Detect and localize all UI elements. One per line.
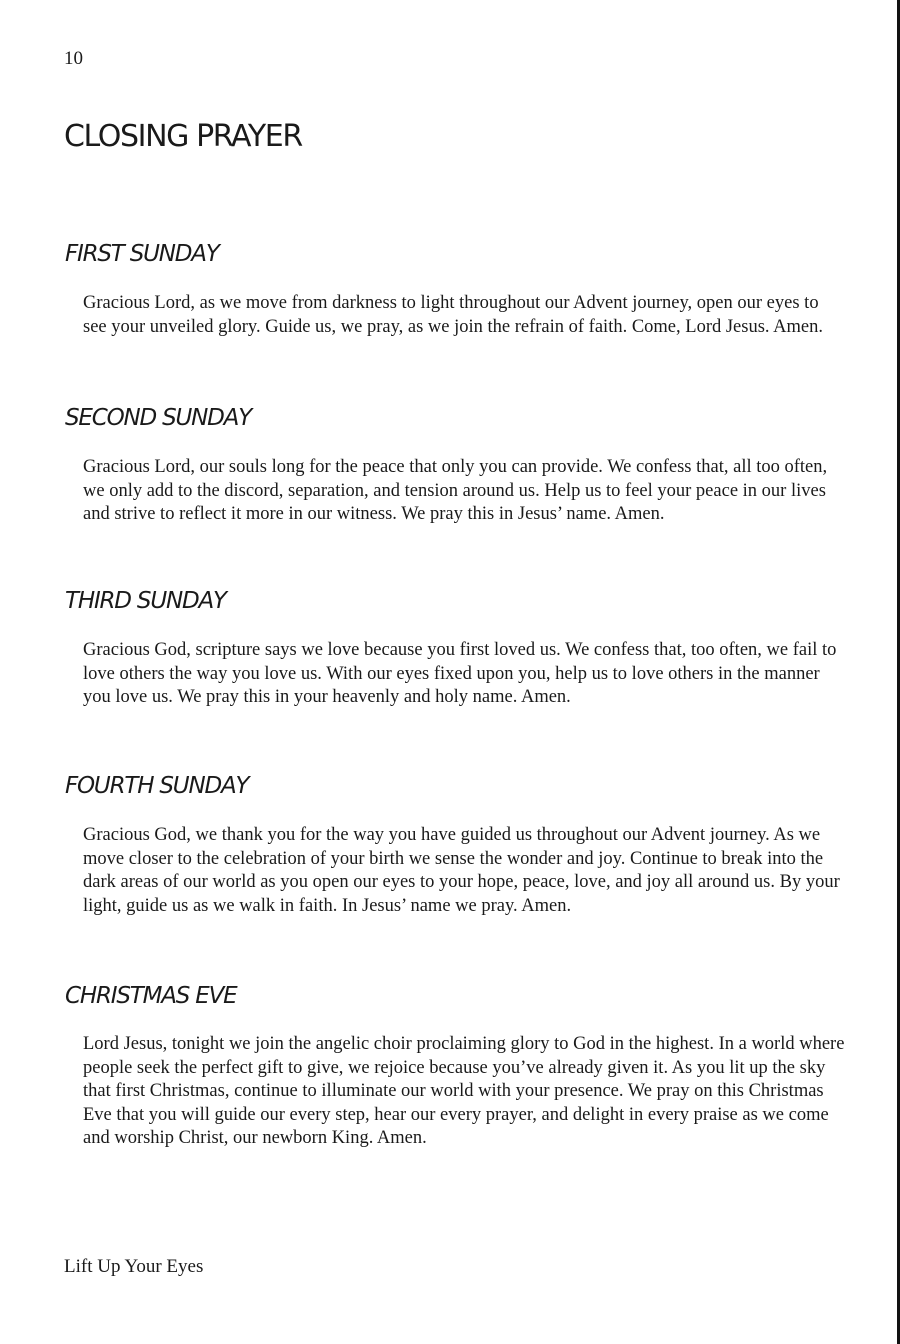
page-title: CLOSING PRAYER xyxy=(64,119,302,154)
prayer-second-sunday: Gracious Lord, our souls long for the peace that only you can provide. We confess that, all too often, we only add to the discord, separation, and tension around us. Help us to feel your peace in our lives and strive to reflect it more in our witness. We pray this in Jesus’ name. Amen. xyxy=(83,457,828,524)
prayer-fourth-sunday: Gracious God, we thank you for the way you have guided us throughout our Advent journey. As we move closer to the celebration of your birth we sense the wonder and joy. Continue to break into the dark areas of our world as you open our eyes to your hope, peace, love, and joy all around us. By your light, guide us as we walk in faith. In Jesus’ name we pray. Amen. xyxy=(83,825,840,916)
section-heading-second-sunday: SECOND SUNDAY xyxy=(65,405,252,431)
section-heading-third-sunday: THIRD SUNDAY xyxy=(65,588,226,614)
prayer-christmas-eve: Lord Jesus, tonight we join the angelic choir proclaiming glory to God in the highest. In a world where people seek the perfect gift to give, we rejoice because you’ve already given it. As you lit up the sky that first Christmas, continue to illuminate our world with your presence. We pray on this Christmas Eve that you will guide our every step, hear our every prayer, and delight in every praise as we come and worship Christ, our newborn King. Amen. xyxy=(83,1034,845,1148)
section-heading-fourth-sunday: FOURTH SUNDAY xyxy=(65,773,249,799)
running-footer: Lift Up Your Eyes xyxy=(64,1256,204,1277)
section-heading-first-sunday: FIRST SUNDAY xyxy=(65,241,219,267)
prayer-first-sunday: Gracious Lord, as we move from darkness to light throughout our Advent journey, open our eyes to see your unveiled glory. Guide us, we pray, as we join the refrain of faith. Come, Lord Jesus. Amen. xyxy=(83,293,823,337)
page-number: 10 xyxy=(64,48,83,69)
section-heading-christmas-eve: CHRISTMAS EVE xyxy=(65,983,237,1009)
prayer-third-sunday: Gracious God, scripture says we love because you first loved us. We confess that, too often, we fail to love others the way you love us. With our eyes fixed upon you, help us to love others in the manner you love us. We pray this in your heavenly and holy name. Amen. xyxy=(83,640,837,707)
